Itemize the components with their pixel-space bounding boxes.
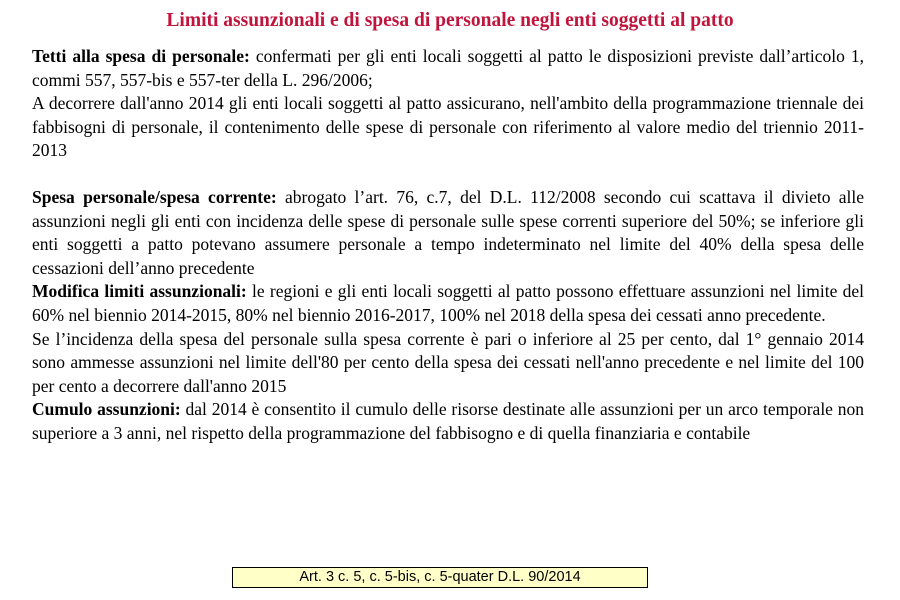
paragraph-cumulo-text: dal 2014 è consentito il cumulo delle risorse destinate alle assunzioni per un arco temporale non superiore a 3 anni, nel rispetto della programmazione del fabbisogno e di quella finanziaria e contabile [32,399,864,443]
paragraph-modifica [32,280,864,327]
paragraph-decorrere: A decorrere dall'anno 2014 gli enti locali soggetti al patto assicurano, nell'ambito della programmazione triennale dei fabbisogni di personale, il contenimento delle spese di personale con riferimento al valore medio del triennio 2011-2013 [32,93,864,161]
document-body [32,45,864,446]
paragraph-tetti-text: confermati per gli enti locali soggetti al patto le disposizioni previste dall’articolo 1, commi 557, 557-bis e 557-ter della L. 296/2006; [32,46,865,90]
source-reference-box: Art. 3 c. 5, c. 5-bis, c. 5-quater D.L. 90/2014 [232,567,648,588]
paragraph-tetti-label: Tetti alla spesa di personale: [32,46,250,66]
paragraph-cumulo-label: Cumulo assunzioni: [32,399,181,420]
paragraph-modifica-label: Modifica limiti assunzionali: [32,281,247,302]
paragraph-tetti [32,45,864,92]
paragraph-cumulo [32,398,864,445]
paragraph-incidenza: Se l’incidenza della spesa del personale sulla spesa corrente è pari o inferiore al 25 per cento, dal 1° gennaio 2014 sono ammesse assunzioni nel limite dell'80 per cento della spesa dei cessati nell'anno precedente e nel limite del 100 per cento a decorrere dall'anno 2015 [32,328,864,396]
paragraph-spesa-text: abrogato l’art. 76, c.7, del D.L. 112/2008 secondo cui scattava il divieto alle assunzioni negli gli enti con incidenza delle spese di personale sulle spese correnti superiore del 50%; se inferiore gli enti soggetti a patto potevano assumere personale a tempo indeterminato nel limite del 40% della spesa delle cessazioni dell’anno precedente [32,186,864,278]
page-title: Limiti assunzionali e di spesa di personale negli enti soggetti al patto [166,10,734,31]
paragraph-spesa-label: Spesa personale/spesa corrente: [32,186,277,207]
paragraph-spesa [32,186,864,280]
paragraph-modifica-text: le regioni e gli enti locali soggetti al patto possono effettuare assunzioni nel limite del 60% nel biennio 2014-2015, 80% nel biennio 2016-2017, 100% nel 2018 della spesa dei cessati anno precedente. [32,281,864,325]
